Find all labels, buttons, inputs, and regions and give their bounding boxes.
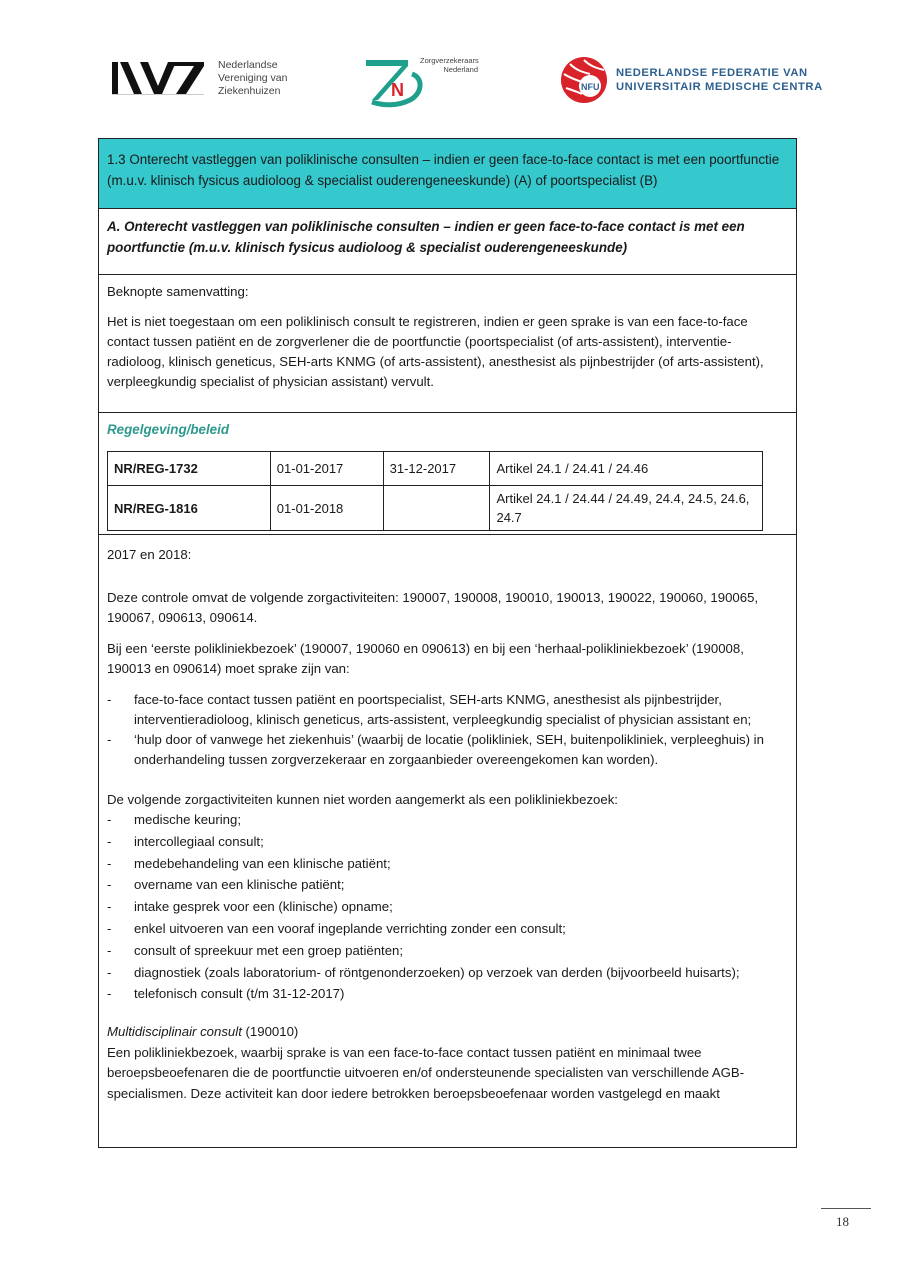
multidisciplinary-text: Een polikliniekbezoek, waarbij sprake is van een face-to-face contact tussen patiënt en minimaal twee beroepsbeoefenaren die de poortfunctie uitvoeren en/of ondersteunende specialisten van verschillende AGB-specialismen. Deze activiteit kan door iedere betrokken beroepsbeoefenaar worden vastgelegd en maakt: [107, 1044, 745, 1101]
multidisciplinary-code: (190010): [241, 1024, 299, 1040]
list-item: - intake gesprek voor een (klinische) opname;: [107, 897, 788, 917]
list-item: - medebehandeling van een klinische patiënt;: [107, 854, 788, 874]
multidisciplinary-title: Multidisciplinair consult: [107, 1024, 242, 1040]
multidisciplinary-heading: [107, 1022, 788, 1043]
nfu-line-2: UNIVERSITAIR MEDISCHE CENTRA: [616, 81, 823, 93]
exclusions-list: [107, 810, 788, 1004]
regulation-block: [99, 413, 796, 535]
reg-start-cell: 01-01-2017: [270, 452, 383, 486]
summary-text: Het is niet toegestaan om een poliklinisch consult te registreren, indien er geen sprake is van een face-to-face contact tussen patiënt en de zorgverlener die de poortfunctie (poortspecialist (of arts-assistent), interventie-radioloog, klinisch geneticus, SEH-arts KNMG (of arts-assistent), anesthesist als pijnbestrijder (of arts-assistent), verpleegkundig specialist of physician assistant) vervult.: [107, 314, 764, 389]
header-logos: [0, 52, 900, 112]
list-item: - medische keuring;: [107, 810, 788, 830]
svg-text:N: N: [391, 80, 404, 100]
nvz-line-2: Vereniging van: [218, 71, 288, 84]
reg-articles-cell: Artikel 24.1 / 24.41 / 24.46: [490, 452, 763, 486]
list-item: - diagnostiek (zoals laboratorium- of röntgenonderzoeken) op verzoek van derden (bijvoorbeeld huisarts);: [107, 963, 788, 983]
list-item: - face-to-face contact tussen patiënt en poortspecialist, SEH-arts KNMG, anesthesist als pijnbestrijder, interventieradioloog, klinisch geneticus, arts-assistent, verpleegkundig specialist of physician assistant en;: [107, 690, 788, 730]
list-item: - enkel uitvoeren van een vooraf ingeplande verrichting zonder een consult;: [107, 919, 788, 939]
nfu-line-1: NEDERLANDSE FEDERATIE VAN: [616, 67, 808, 79]
control-text: Deze controle omvat de volgende zorgactiviteiten: 190007, 190008, 190010, 190013, 190022, 190060, 190065, 190067, 090613, 090614.: [107, 589, 759, 625]
zn-logo: [364, 56, 484, 108]
requirements-list: [107, 690, 788, 770]
reg-end-cell: 31-12-2017: [383, 452, 490, 486]
zn-line-2: Nederland: [443, 65, 478, 74]
nvz-line-1: Nederlandse: [218, 58, 278, 71]
reg-start-cell: 01-01-2018: [270, 486, 383, 531]
reg-articles-cell: Artikel 24.1 / 24.44 / 24.49, 24.4, 24.5, 24.6, 24.7: [490, 486, 763, 531]
body-block: [99, 535, 796, 1114]
page-number: 18: [836, 1214, 849, 1229]
reg-id-cell: NR/REG-1732: [108, 452, 271, 486]
year-heading: 2017 en 2018:: [107, 547, 192, 562]
nfu-logo-icon: [560, 56, 608, 104]
summary-label: Beknopte samenvatting:: [107, 284, 249, 299]
section-subtitle: A. Onterecht vastleggen van poliklinische consulten – indien er geen face-to-face contact is met een poortfunctie (m.u.v. klinisch fysicus audioloog & specialist ouderengeneeskunde): [107, 219, 745, 255]
list-item: - consult of spreekuur met een groep patiënten;: [107, 941, 788, 961]
zn-line-1: Zorgverzekeraars: [420, 56, 479, 65]
nfu-logo: [560, 56, 823, 104]
section-title-band: [99, 139, 796, 209]
reg-id-cell: NR/REG-1816: [108, 486, 271, 531]
summary-block: [99, 275, 796, 413]
regulation-table: [107, 451, 763, 531]
nvz-line-3: Ziekenhuizen: [218, 84, 281, 97]
nvz-logo-text: [218, 59, 287, 98]
regulation-heading: Regelgeving/beleid: [107, 422, 230, 437]
list-item: - telefonisch consult (t/m 31-12-2017): [107, 984, 788, 1004]
footer-divider: [821, 1208, 871, 1209]
nvz-logo: [112, 60, 287, 96]
section-subtitle-block: [99, 209, 796, 275]
content-box: [98, 138, 797, 1148]
reg-end-cell: [383, 486, 490, 531]
table-row: [108, 486, 763, 531]
list-item: - intercollegiaal consult;: [107, 832, 788, 852]
exclusions-intro: De volgende zorgactiviteiten kunnen niet worden aangemerkt als een polikliniekbezoek:: [107, 791, 618, 807]
section-title: 1.3 Onterecht vastleggen van poliklinische consulten – indien er geen face-to-face contact is met een poortfunctie (m.u.v. klinisch fysicus audioloog & specialist ouderengeneeskunde) (A) of poortspecialist (B): [107, 152, 780, 188]
zn-logo-text: [420, 56, 478, 74]
nfu-logo-text: [616, 66, 823, 94]
nvz-logo-icon: [112, 60, 204, 96]
table-row: [108, 452, 763, 486]
svg-text:NFU: NFU: [581, 82, 600, 92]
list-item: - overname van een klinische patiënt;: [107, 875, 788, 895]
visit-text: Bij een ‘eerste polikliniekbezoek’ (190007, 190060 en 090613) en bij een ‘herhaal-polikliniekbezoek’ (190008, 190013 en 090614) moet sprake zijn van:: [107, 640, 744, 676]
list-item: - ‘hulp door of vanwege het ziekenhuis’ (waarbij de locatie (polikliniek, SEH, buitenpolikliniek, verpleeghuis) in onderhandeling tussen zorgverzekeraar en zorgaanbieder overeengekomen kan worden).: [107, 730, 788, 770]
